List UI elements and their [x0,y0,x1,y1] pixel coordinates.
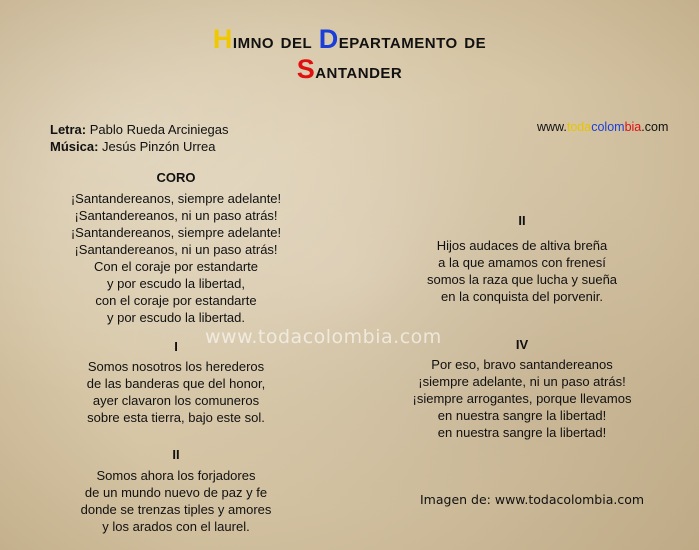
credits [50,121,229,155]
page-title-line2 [0,54,699,85]
coro-lines [48,190,304,326]
verse-line: a la que amamos con frenesí [438,255,606,270]
verse-line: en nuestra sangre la libertad! [437,425,607,440]
coro-heading: CORO [156,170,196,185]
verse-line: donde se trenzas tiples y amores [80,502,272,517]
verse-line: Con el coraje por estandarte [93,259,259,274]
verse-line: ¡Santandereanos, siempre adelante! [70,191,282,206]
verse-line: con el coraje por estandarte [95,293,257,308]
musica-value: Jesús Pinzón Urrea [102,139,216,154]
verse-line: ¡siempre adelante, ni un paso atrás! [418,374,626,389]
site-part-bia: bia [624,120,642,134]
verse-line: en la conquista del porvenir. [441,289,603,304]
title-cap-h: H [212,24,233,54]
watermark: www.todacolombia.com [205,326,442,348]
verse-line: ayer clavaron los comuneros [92,393,260,408]
stanza-3-heading: II [518,213,526,228]
verse-line: Hijos audaces de altiva breña [436,238,608,253]
site-part-toda: toda [566,120,592,134]
verse-line: en nuestra sangre la libertad! [437,408,607,423]
image-source: Imagen de: www.todacolombia.com [420,492,645,507]
stanza-1-heading: I [174,339,178,354]
title-word-himno: imno del [232,28,319,53]
stanza-2-lines [48,467,304,535]
site-part-com: .com [641,120,669,134]
verse-line: ¡siempre arrogantes, porque llevamos [412,391,632,406]
letra-label: Letra: [50,122,87,137]
verse-line: sobre esta tierra, bajo este sol. [87,410,265,425]
verse-line: de las banderas que del honor, [86,376,266,391]
site-part-www: www. [537,120,567,134]
musica-label: Música: [50,139,99,154]
stanza-2-heading: II [172,447,180,462]
site-link[interactable] [537,120,668,134]
verse-line: somos la raza que lucha y sueña [426,272,618,287]
verse-line: Por eso, bravo santandereanos [431,357,613,372]
stanza-3-lines [395,237,649,305]
site-part-lom: lom [604,120,625,134]
title-word-departamento: epartamento de [338,28,487,53]
verse-line: ¡Santandereanos, ni un paso atrás! [74,208,278,223]
stanza-4-lines [395,356,649,441]
stanza-4-heading: IV [515,337,529,352]
stanza-1-lines [48,358,304,426]
verse-line: de un mundo nuevo de paz y fe [84,485,268,500]
verse-line: Somos ahora los forjadores [96,468,256,483]
title-word-santander: antander [315,58,403,83]
page-title [0,24,699,55]
title-cap-d: D [318,24,339,54]
verse-line: Somos nosotros los herederos [87,359,265,374]
verse-line: ¡Santandereanos, siempre adelante! [70,225,282,240]
verse-line: y los arados con el laurel. [102,519,250,534]
credit-musica [50,138,229,155]
verse-line: y por escudo la libertad. [106,310,246,325]
site-part-co: co [591,120,605,134]
title-cap-s: S [296,54,316,84]
verse-line: ¡Santandereanos, ni un paso atrás! [74,242,278,257]
verse-line: y por escudo la libertad, [106,276,246,291]
letra-value: Pablo Rueda Arciniegas [89,122,229,137]
credit-letra [50,121,229,138]
